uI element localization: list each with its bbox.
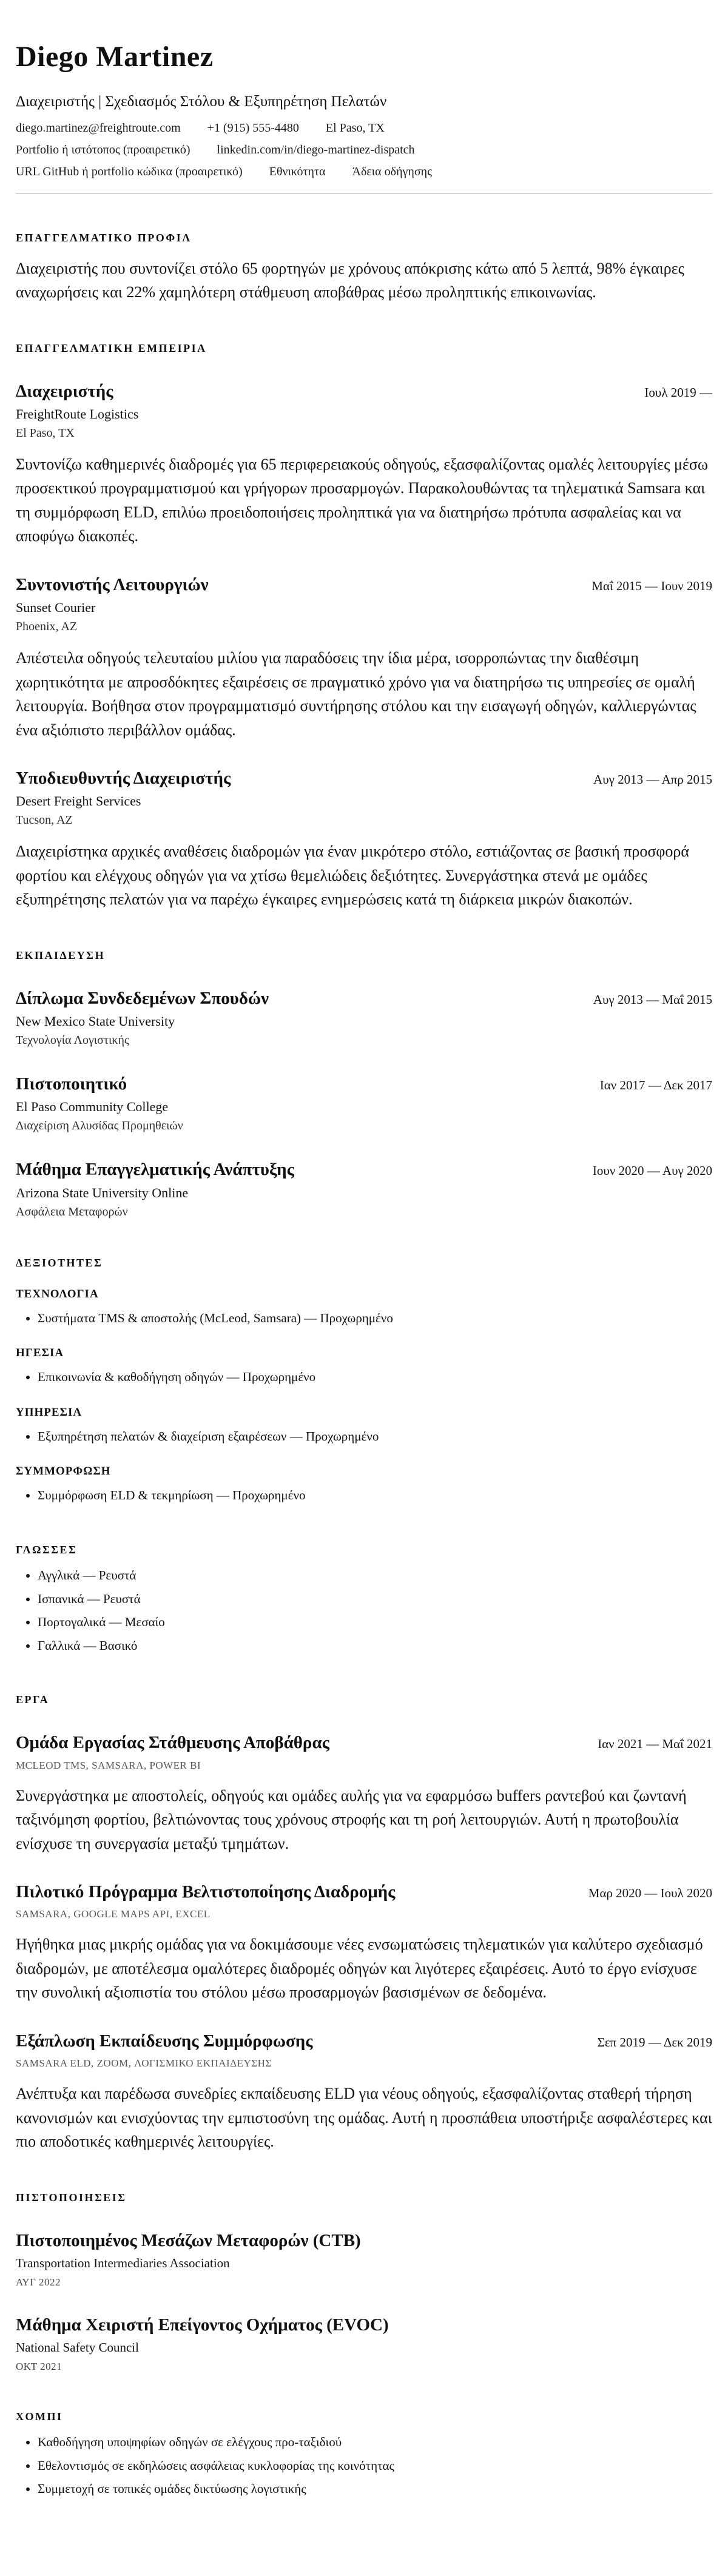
candidate-headline: Διαχειριστής | Σχεδιασμός Στόλου & Εξυπηρέτηση Πελατών	[16, 93, 387, 110]
certification-title: Μάθημα Χειριστή Επείγοντος Οχήματος (EVOC)	[16, 2315, 389, 2335]
project-entry-head	[16, 1881, 712, 1903]
project-title: Ομάδα Εργασίας Στάθμευσης Αποβάθρας	[16, 1733, 329, 1753]
profile-heading: ΕΠΑΓΓΕΛΜΑΤΙΚΟ ΠΡΟΦΙΛ	[16, 231, 192, 244]
contact-driving-license: Άδεια οδήγησης	[352, 164, 432, 178]
hobby-item: • Καθοδήγηση υποψηφίων οδηγών σε ελέγχους προ-ταξιδιού	[38, 2432, 712, 2453]
hobbies-heading: ΧΟΜΠΙ	[16, 2410, 63, 2423]
job-company: Sunset Courier	[16, 600, 96, 616]
project-date: Σεπ 2019 — Δεκ 2019	[597, 2034, 712, 2050]
skill-item: • Συστήματα TMS & αποστολής (McLeod, Samsara) — Προχωρημένο	[38, 1308, 712, 1329]
contact-portfolio: Portfolio ή ιστότοπος (προαιρετικό)	[16, 143, 190, 156]
language-item: • Πορτογαλικά — Μεσαίο	[38, 1612, 712, 1633]
school-name: New Mexico State University	[16, 1014, 175, 1029]
skill-item: • Συμμόρφωση ELD & τεκμηρίωση — Προχωρημένο	[38, 1485, 712, 1506]
job-description: Απέστειλα οδηγούς τελευταίου μιλίου για παραδόσεις την ίδια μέρα, ισορροπώντας την διαθέσιμη χωρητικότητα με απροσδόκητες εξαιρέσεις σε πραγματικό χρόνο για να διατηρήσω τις υπηρεσίες σε ομαλή λειτουργία. Βοήθησα στον προγραμματισμό συντήρησης στόλου και την εισαγωγή οδηγών, καλλιεργώντας ένα αξιόπιστο περιβάλλον ομάδας.	[16, 649, 696, 739]
job-location: Tucson, AZ	[16, 813, 73, 827]
certification-date: ΟΚΤ 2021	[16, 2361, 62, 2373]
project-title: Εξάπλωση Εκπαίδευσης Συμμόρφωσης	[16, 2031, 313, 2051]
certifications-heading: ΠΙΣΤΟΠΟΙΗΣΕΙΣ	[16, 2191, 127, 2204]
skill-group	[16, 1347, 712, 1388]
skills-heading: ΔΕΞΙΟΤΗΤΕΣ	[16, 1256, 103, 1269]
school-name: Arizona State University Online	[16, 1185, 189, 1200]
job-title: Υποδιευθυντής Διαχειριστής	[16, 768, 231, 789]
job-location: El Paso, TX	[16, 426, 75, 440]
project-description: Ανέπτυξα και παρέδωσα συνεδρίες εκπαίδευσης ELD για νέους οδηγούς, εξασφαλίζοντας σταθερή τήρηση κανονισμών και ενισχύοντας την εμπιστοσύνη της ομάδας. Αυτή η προσπάθεια υποστήριξε ασφαλέστερες και πιο αποδοτικές καθημερινές λειτουργίες.	[16, 2085, 712, 2151]
project-entry	[16, 1881, 712, 2005]
job-date: Ιουλ 2019 —	[644, 385, 712, 400]
project-entry-head	[16, 2030, 712, 2052]
skill-group	[16, 1465, 712, 1506]
job-date: Αυγ 2013 — Απρ 2015	[593, 772, 712, 787]
contact-row-3	[16, 165, 712, 179]
section-certifications	[16, 2191, 712, 2373]
certification-date: ΑΥΓ 2022	[16, 2276, 61, 2288]
job-title: Διαχειριστής	[16, 381, 113, 401]
skill-list	[16, 1485, 712, 1506]
education-date: Ιαν 2017 — Δεκ 2017	[599, 1078, 712, 1093]
project-entry	[16, 1732, 712, 1855]
certification-entry	[16, 2314, 712, 2373]
school-name: El Paso Community College	[16, 1099, 169, 1115]
education-entry	[16, 1073, 712, 1133]
education-date: Αυγ 2013 — Μαΐ 2015	[593, 992, 712, 1007]
job-date: Μαΐ 2015 — Ιουν 2019	[592, 578, 712, 593]
job-description: Συντονίζω καθημερινές διαδρομές για 65 περιφερειακούς οδηγούς, εξασφαλίζοντας ομαλές λειτουργίες μέσω προσεκτικού προγραμματισμού και γρήγορων προσαρμογών. Παρακολουθώντας τα τηλεματικά Samsara και τη συμμόρφωση ELD, επιλύω προειδοποιήσεις προληπτικά για να διατηρήσω πρότυπα ασφαλείας και να αποφύγω διακοπές.	[16, 455, 708, 545]
contact-linkedin: linkedin.com/in/diego-martinez-dispatch	[217, 143, 415, 156]
language-item: • Ισπανικά — Ρευστά	[38, 1589, 712, 1610]
project-entry-head	[16, 1732, 712, 1754]
header-divider	[16, 193, 712, 194]
certification-entry	[16, 2230, 712, 2288]
contact-row-2	[16, 143, 712, 157]
hobby-item: • Εθελοντισμός σε εκδηλώσεις ασφάλειας κυκλοφορίας της κοινότητας	[38, 2456, 712, 2477]
skill-category: ΤΕΧΝΟΛΟΓΙΑ	[16, 1287, 99, 1300]
experience-entry-head	[16, 767, 712, 789]
hobby-item: • Συμμετοχή σε τοπικές ομάδες δικτύωσης λογιστικής	[38, 2479, 712, 2500]
project-entry	[16, 2030, 712, 2154]
experience-heading: ΕΠΑΓΓΕΛΜΑΤΙΚΗ ΕΜΠΕΙΡΙΑ	[16, 341, 207, 354]
section-languages	[16, 1544, 712, 1656]
experience-entry-head	[16, 380, 712, 402]
skill-category: ΣΥΜΜΟΡΦΩΣΗ	[16, 1465, 111, 1478]
project-stack: SAMSARA, GOOGLE MAPS API, EXCEL	[16, 1908, 211, 1920]
contact-github: URL GitHub ή portfolio κώδικα (προαιρετικό)	[16, 164, 243, 178]
job-company: FreightRoute Logistics	[16, 406, 139, 422]
skill-category: ΥΠΗΡΕΣΙΑ	[16, 1405, 83, 1419]
skill-list	[16, 1308, 712, 1329]
language-item: • Γαλλικά — Βασικό	[38, 1636, 712, 1656]
degree-title: Μάθημα Επαγγελματικής Ανάπτυξης	[16, 1160, 294, 1180]
hobby-list	[16, 2432, 712, 2500]
section-projects	[16, 1693, 712, 2153]
field-of-study: Διαχείριση Αλυσίδας Προμηθειών	[16, 1119, 183, 1133]
experience-entry-head	[16, 574, 712, 596]
degree-title: Πιστοποιητικό	[16, 1074, 127, 1094]
project-date: Μαρ 2020 — Ιουλ 2020	[588, 1886, 712, 1901]
education-date: Ιουν 2020 — Αυγ 2020	[592, 1163, 712, 1179]
education-entry	[16, 1159, 712, 1219]
contact-location: El Paso, TX	[325, 121, 385, 135]
profile-summary: Διαχειριστής που συντονίζει στόλο 65 φορτηγών με χρόνους απόκρισης κάτω από 5 λεπτά, 98% έγκαιρες αναχωρήσεις και 22% χαμηλότερη στάθμευση αποβάθρας μέσω προληπτικής επικοινωνίας.	[16, 259, 684, 301]
skill-item: • Εξυπηρέτηση πελατών & διαχείριση εξαιρέσεων — Προχωρημένο	[38, 1427, 712, 1447]
certification-issuer: National Safety Council	[16, 2340, 139, 2355]
certification-issuer: Transportation Intermediaries Association	[16, 2256, 230, 2271]
education-entry	[16, 987, 712, 1048]
candidate-name: Diego Martinez	[16, 41, 214, 73]
job-description: Διαχειρίστηκα αρχικές αναθέσεις διαδρομών για έναν μικρότερο στόλο, εστιάζοντας σε βασική προσφορά φορτίου και ελέγχους οδηγών για να χτίσω θεμελιώδεις δεξιότητες. Συνεργάστηκα στενά με ομάδες εξυπηρέτησης πελατών για να παρέχω έγκαιρες ενημερώσεις κατά τη διάρκεια μικρών διακοπών.	[16, 842, 689, 909]
skill-group	[16, 1288, 712, 1329]
language-list	[16, 1565, 712, 1656]
education-entry-head	[16, 1073, 712, 1095]
education-entry-head	[16, 1159, 712, 1180]
project-date: Ιαν 2021 — Μαΐ 2021	[598, 1737, 712, 1752]
contact-row-1	[16, 121, 712, 135]
field-of-study: Τεχνολογία Λογιστικής	[16, 1034, 129, 1048]
skill-list	[16, 1427, 712, 1447]
project-stack: SAMSARA ELD, ZOOM, ΛΟΓΙΣΜΙΚΟ ΕΚΠΑΙΔΕΥΣΗΣ	[16, 2057, 272, 2070]
skill-group	[16, 1406, 712, 1447]
contact-email: diego.martinez@freightroute.com	[16, 121, 181, 135]
job-location: Phoenix, AZ	[16, 620, 78, 634]
resume-header	[16, 40, 712, 193]
education-entry-head	[16, 987, 712, 1009]
skill-list	[16, 1367, 712, 1388]
section-profile	[16, 232, 712, 304]
education-heading: ΕΚΠΑΙΔΕΥΣΗ	[16, 949, 106, 961]
languages-heading: ΓΛΩΣΣΕΣ	[16, 1544, 78, 1556]
project-stack: MCLEOD TMS, SAMSARA, POWER BI	[16, 1759, 201, 1771]
project-title: Πιλοτικό Πρόγραμμα Βελτιστοποίησης Διαδρομής	[16, 1882, 396, 1902]
section-experience	[16, 342, 712, 912]
experience-entry	[16, 767, 712, 912]
experience-entry	[16, 574, 712, 742]
section-education	[16, 949, 712, 1219]
job-title: Συντονιστής Λειτουργιών	[16, 574, 209, 594]
experience-entry	[16, 380, 712, 548]
projects-heading: ΕΡΓΑ	[16, 1693, 50, 1706]
certification-title: Πιστοποιημένος Μεσάζων Μεταφορών (CTB)	[16, 2230, 361, 2250]
degree-title: Δίπλωμα Συνδεδεμένων Σπουδών	[16, 988, 269, 1008]
skill-category: ΗΓΕΣΙΑ	[16, 1347, 64, 1360]
contact-phone: +1 (915) 555-4480	[207, 121, 299, 135]
job-company: Desert Freight Services	[16, 793, 141, 809]
language-item: • Αγγλικά — Ρευστά	[38, 1565, 712, 1586]
contact-nationality: Εθνικότητα	[269, 164, 326, 178]
section-skills	[16, 1257, 712, 1506]
section-hobbies	[16, 2410, 712, 2500]
field-of-study: Ασφάλεια Μεταφορών	[16, 1205, 128, 1219]
project-description: Συνεργάστηκα με αποστολείς, οδηγούς και ομάδες αυλής για να εφαρμόσω buffers ραντεβού και ζωντανή ταξινόμηση φορτίου, βελτιώνοντας τους χρόνους στροφής και τη ροή λειτουργιών. Αυτή η πρωτοβουλία ενίσχυσε τη συνεργασία μεταξύ τμημάτων.	[16, 1786, 687, 1852]
project-description: Ηγήθηκα μιας μικρής ομάδας για να δοκιμάσουμε νέες ενσωματώσεις τηλεματικών για καλύτερο σχεδιασμό διαδρομών, με αποτέλεσμα ομαλότερες διαδρομές οδηγών και λιγότερες εξαιρέσεις. Αυτό το έργο ενίσχυσε την συνολική αξιοπιστία του στόλου μέσω προσαρμογών βασισμένων σε δεδομένα.	[16, 1935, 703, 2002]
skill-item: • Επικοινωνία & καθοδήγηση οδηγών — Προχωρημένο	[38, 1367, 712, 1388]
